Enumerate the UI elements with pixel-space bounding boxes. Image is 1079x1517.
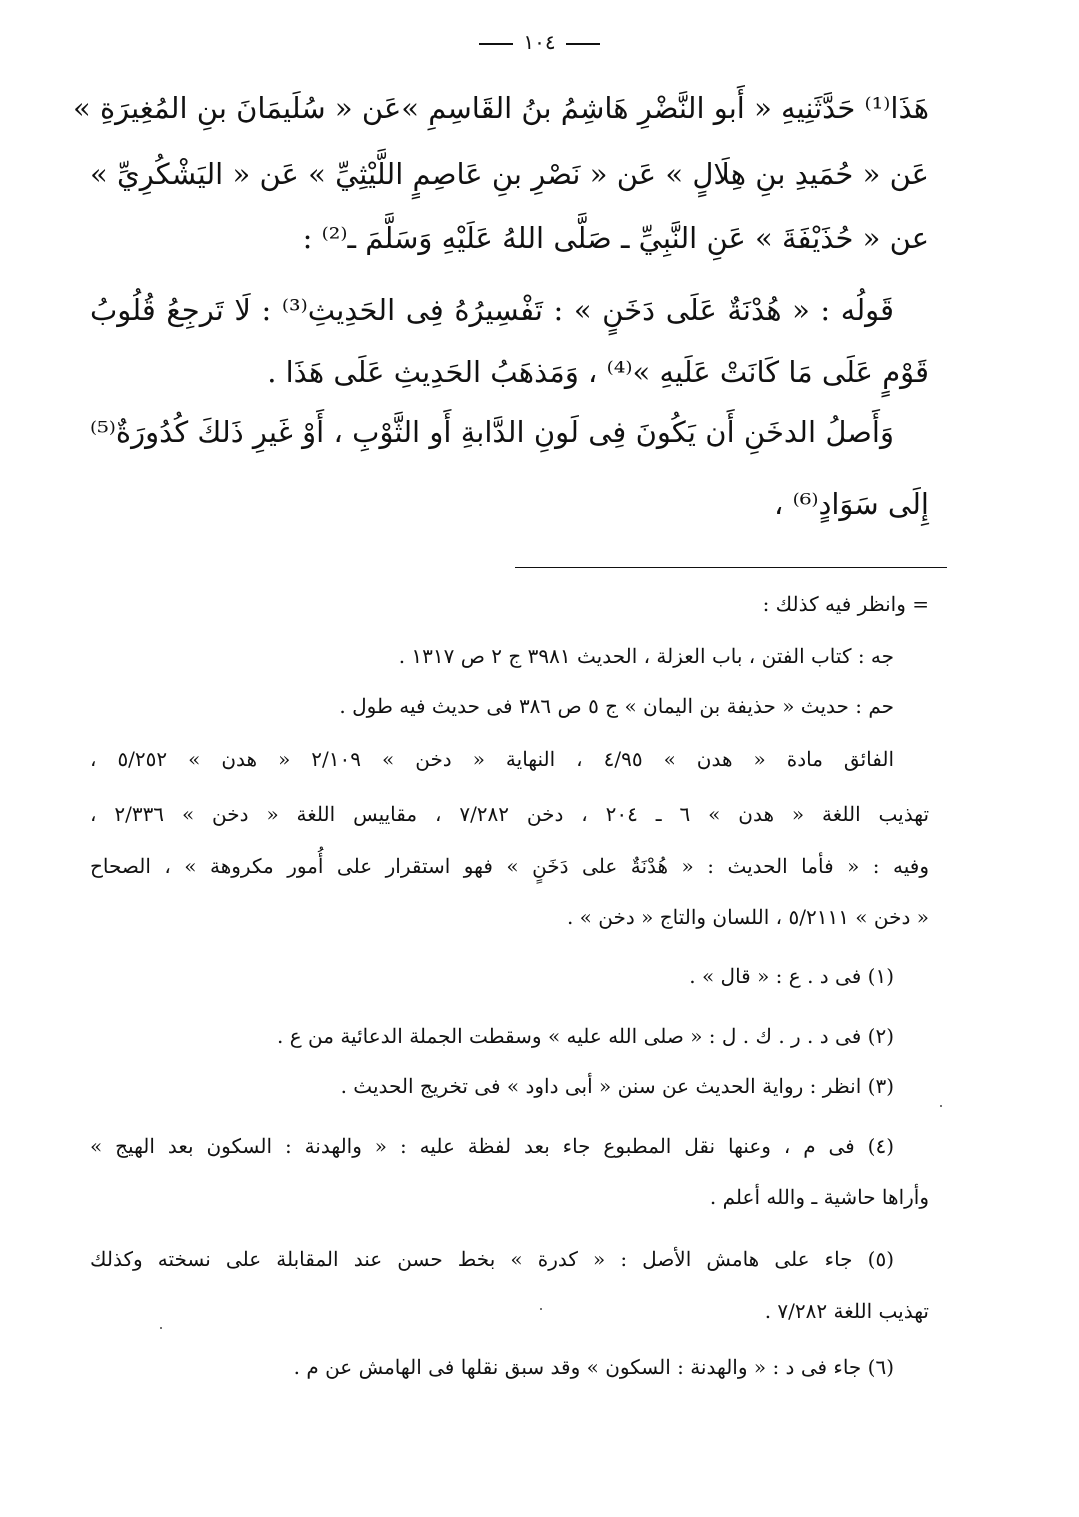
- footnote-separator: [515, 567, 947, 568]
- footnote-line: وفيه : « فأما الحديث : « هُدْنَةٌ على دَخَنٍ » فهو استقرار على أُمور مكروهة » ، الصحاح: [90, 854, 929, 878]
- footnote-5-continued: تهذيب اللغة ٧/٢٨٢ .: [764, 1299, 929, 1323]
- footnote-line: = وانظر فيه كذلك :: [762, 592, 929, 616]
- main-text-line: قَولُه : « هُدْنَةٌ عَلَى دَخَنٍ » : تَفْسِيرُهُ فِى الحَدِيثِ⁽³⁾ : لَا تَرجِعُ قُلُوبُ: [90, 293, 895, 327]
- footnote-5: (٥) جاء على هامش الأصل : « كدرة » بخط حسن عند المقابلة على نسخته وكذلك: [90, 1247, 894, 1271]
- footnote-line: تهذيب اللغة « هدن » ٦ ـ ٢٠٤ ، دخن ٧/٢٨٢ ، مقاييس اللغة « دخن » ٢/٣٣٦ ،: [90, 802, 930, 826]
- page-number: ١٠٤: [523, 30, 556, 54]
- folio-dash-right: [566, 43, 600, 45]
- scan-speck: [940, 1105, 942, 1107]
- page-number-header: [0, 30, 1079, 54]
- footnote-3: (٣) انظر : رواية الحديث عن سنن « أبى داود » فى تخريج الحديث .: [340, 1074, 894, 1098]
- main-text-line: عن « حُذَيْفَةَ » عَنِ النَّبِيِّ ـ صَلَّى اللهُ عَلَيْهِ وَسَلَّمَ ـ⁽²⁾ :: [302, 221, 929, 255]
- main-text-line: إِلَى سَوَادٍ⁽⁶⁾ ،: [773, 487, 929, 521]
- footnote-line: « دخن » ٥/٢١١١ ، اللسان والتاج « دخن » .: [566, 905, 929, 929]
- footnote-6: (٦) جاء فى د : « والهدنة : السكون » وقد سبق نقلها فى الهامش عن م .: [293, 1355, 894, 1379]
- footnote-line: حم : حديث « حذيفة بن اليمان » ج ٥ ص ٣٨٦ فى حديث فيه طول .: [339, 694, 894, 718]
- footnote-1: (١) فى د . ع : « قال » .: [689, 964, 894, 988]
- footnote-4: (٤) فى م ، وعنها نقل المطبوع جاء بعد لفظة عليه : « والهدنة : السكون بعد الهيج »: [90, 1134, 894, 1158]
- scan-speck: [160, 1327, 162, 1329]
- main-text-line: قَوْمٍ عَلَى مَا كَانَتْ عَلَيهِ »⁽⁴⁾ ، وَمَذهَبُ الحَدِيثِ عَلَى هَذَا .: [267, 355, 929, 389]
- scan-speck: [540, 1308, 542, 1310]
- footnote-line: الفائق مادة « هدن » ٤/٩٥ ، النهاية « دخن » ٢/١٠٩ « هدن » ٥/٢٥٢ ،: [90, 747, 895, 771]
- main-text-line: هَذَا⁽¹⁾ حَدَّثَنِيهِ « أَبو النَّضْرِ هَاشِمُ بنُ القَاسِمِ »عَن « سُلَيمَانَ بنِ المُغِيرَةِ »: [73, 91, 929, 125]
- footnote-2: (٢) فى د . ر . ك . ل : « صلى الله عليه » وسقطت الجملة الدعائية من ع .: [277, 1024, 894, 1048]
- footnote-4-continued: وأراها حاشية ـ والله أعلم .: [709, 1185, 929, 1209]
- folio-dash-left: [479, 43, 513, 45]
- main-text-line: عَن « حُمَيدِ بنِ هِلَالٍ » عَن « نَصْرِ بنِ عَاصِمٍ اللَّيْثِيِّ » عَن « اليَشْكُرِيِّ »: [90, 157, 929, 191]
- main-text-line: وَأَصلُ الدخَنِ أَن يَكُونَ فِى لَونِ الدَّابةِ أَو الثَّوْبِ ، أَوْ غَيرِ ذَلكَ كُدُورَةٌ⁽⁵⁾: [90, 415, 894, 449]
- footnote-line: جه : كتاب الفتن ، باب العزلة ، الحديث ٣٩٨١ ج ٢ ص ١٣١٧ .: [398, 644, 894, 668]
